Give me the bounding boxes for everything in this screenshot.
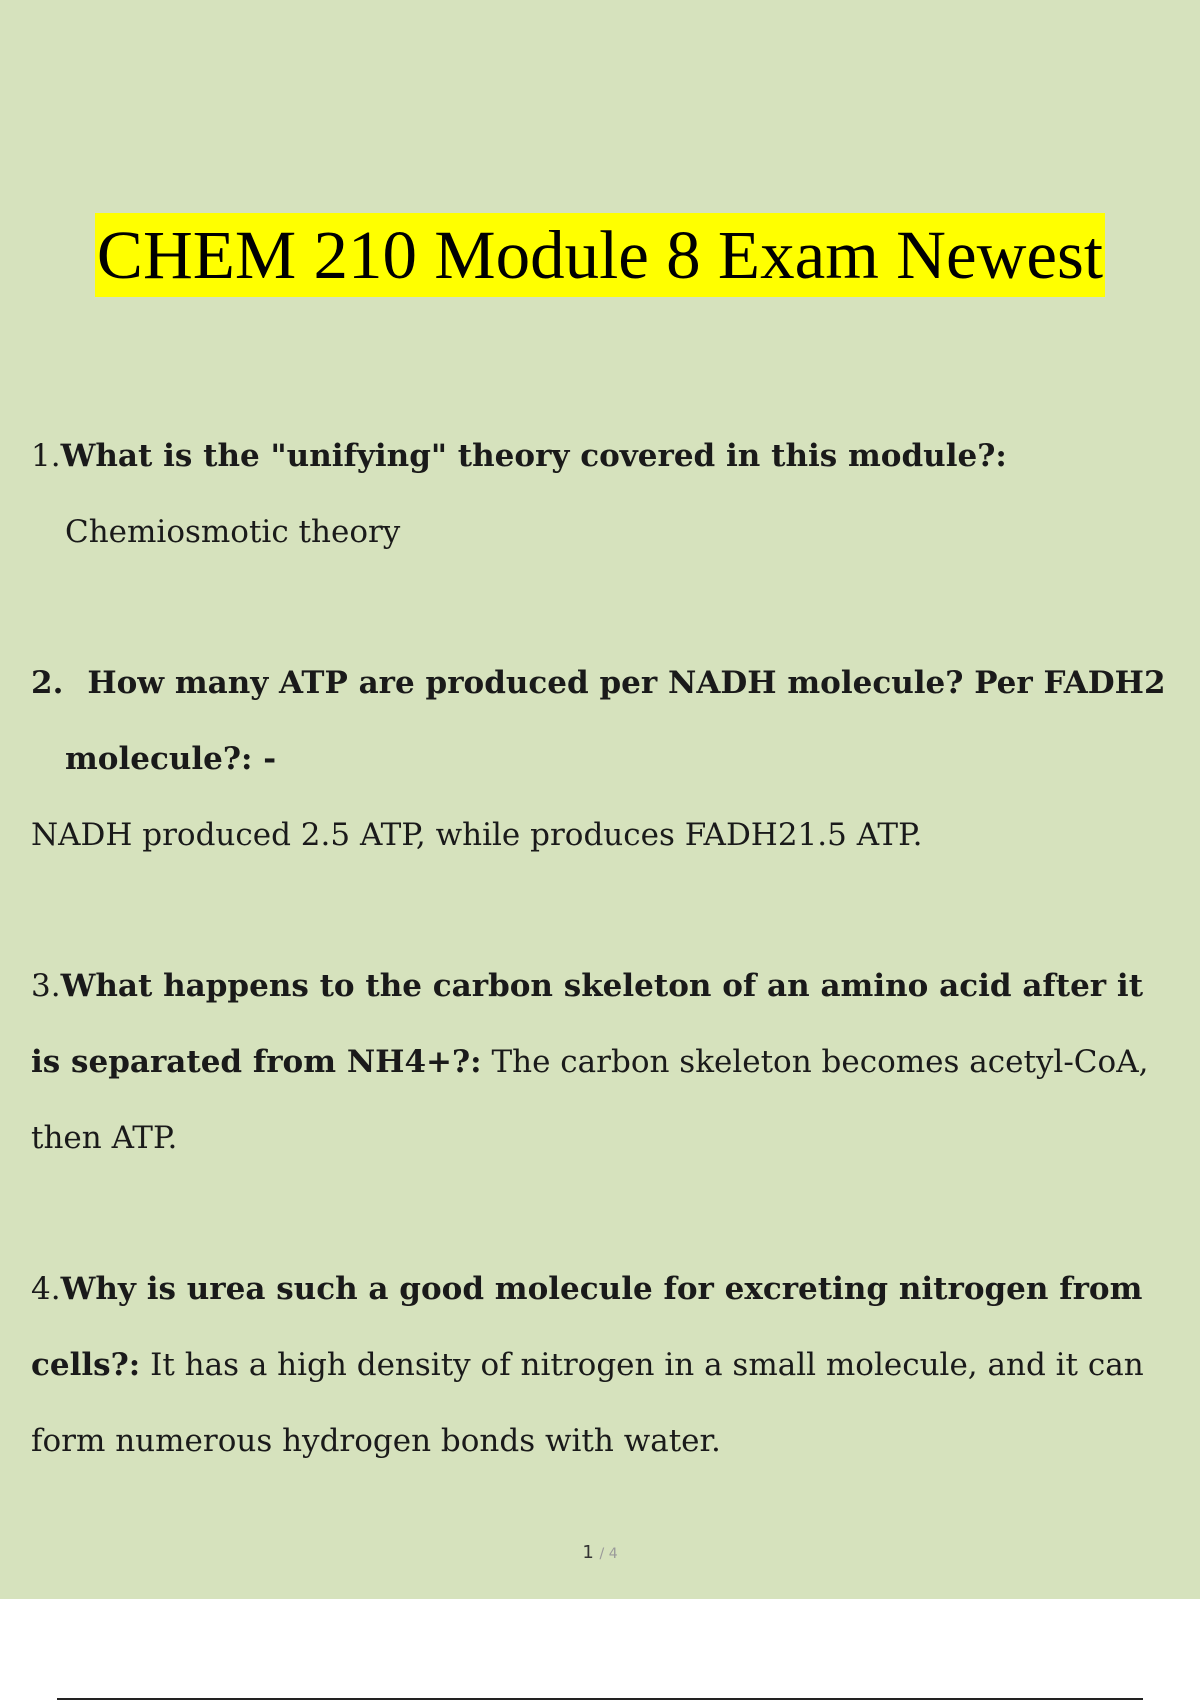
question-text: What happens to the carbon skeleton of an amino acid after it xyxy=(60,968,1144,1004)
document-title: CHEM 210 Module 8 Exam Newest xyxy=(95,213,1105,297)
question-2 xyxy=(31,645,1200,873)
title-container xyxy=(0,213,1200,297)
question-text-continued: molecule?: - xyxy=(65,741,277,777)
page-counter xyxy=(0,1542,1200,1563)
question-number: 4. xyxy=(31,1271,61,1307)
answer-text-continued: then ATP. xyxy=(31,1120,178,1156)
answer-text: Chemiosmotic theory xyxy=(65,514,401,550)
question-3 xyxy=(31,948,1200,1176)
question-number: 3. xyxy=(31,968,61,1004)
answer-text: It has a high density of nitrogen in a small molecule, and it can xyxy=(150,1347,1144,1383)
current-page-number: 1 xyxy=(582,1542,594,1563)
question-number: 1. xyxy=(31,438,61,474)
question-text: How many ATP are produced per NADH molecule? Per FADH2 xyxy=(87,665,1166,701)
answer-text: The carbon skeleton becomes acetyl-CoA, xyxy=(491,1044,1149,1080)
question-text-continued: cells?: xyxy=(31,1347,141,1383)
total-pages: / 4 xyxy=(599,1546,618,1562)
answer-text: NADH produced 2.5 ATP, while produces FADH21.5 ATP. xyxy=(31,817,923,853)
question-text: What is the "unifying" theory covered in this module?: xyxy=(60,438,1007,474)
question-4 xyxy=(31,1251,1200,1479)
question-1 xyxy=(31,418,1200,570)
question-text-continued: is separated from NH4+?: xyxy=(31,1044,482,1080)
question-number: 2. xyxy=(31,665,64,701)
answer-text-continued: form numerous hydrogen bonds with water. xyxy=(31,1423,721,1459)
question-text: Why is urea such a good molecule for excreting nitrogen from xyxy=(60,1271,1143,1307)
